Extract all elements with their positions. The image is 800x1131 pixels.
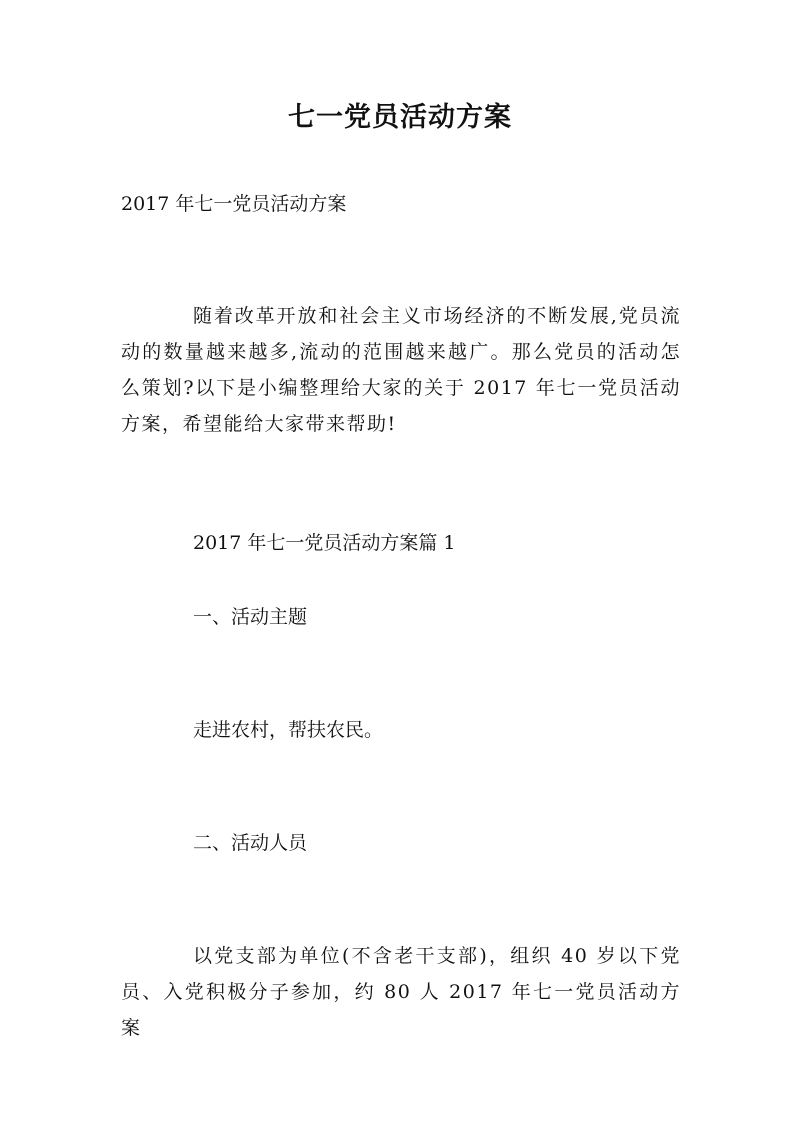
intro-paragraph: 随着改革开放和社会主义市场经济的不断发展,党员流动的数量越来越多,流动的范围越来越广。那么党员的活动怎么策划?以下是小编整理给大家的关于 2017 年七一党员活动方案，希望能给大家带来帮助! <box>121 305 681 435</box>
section-2-paragraph: 以党支部为单位(不含老干支部)，组织 40 岁以下党员、入党积极分子参加，约 80 人 2017 年七一党员活动方案 <box>121 945 681 1039</box>
document-subtitle: 2017 年七一党员活动方案 <box>121 193 347 215</box>
document-title: 七一党员活动方案 <box>288 102 512 133</box>
plan-heading: 2017 年七一党员活动方案篇 1 <box>193 532 456 554</box>
section-1-text: 走进农村，帮扶农民。 <box>193 719 384 741</box>
section-2-heading: 二、活动人员 <box>193 832 308 854</box>
section-1-heading: 一、活动主题 <box>193 606 308 628</box>
